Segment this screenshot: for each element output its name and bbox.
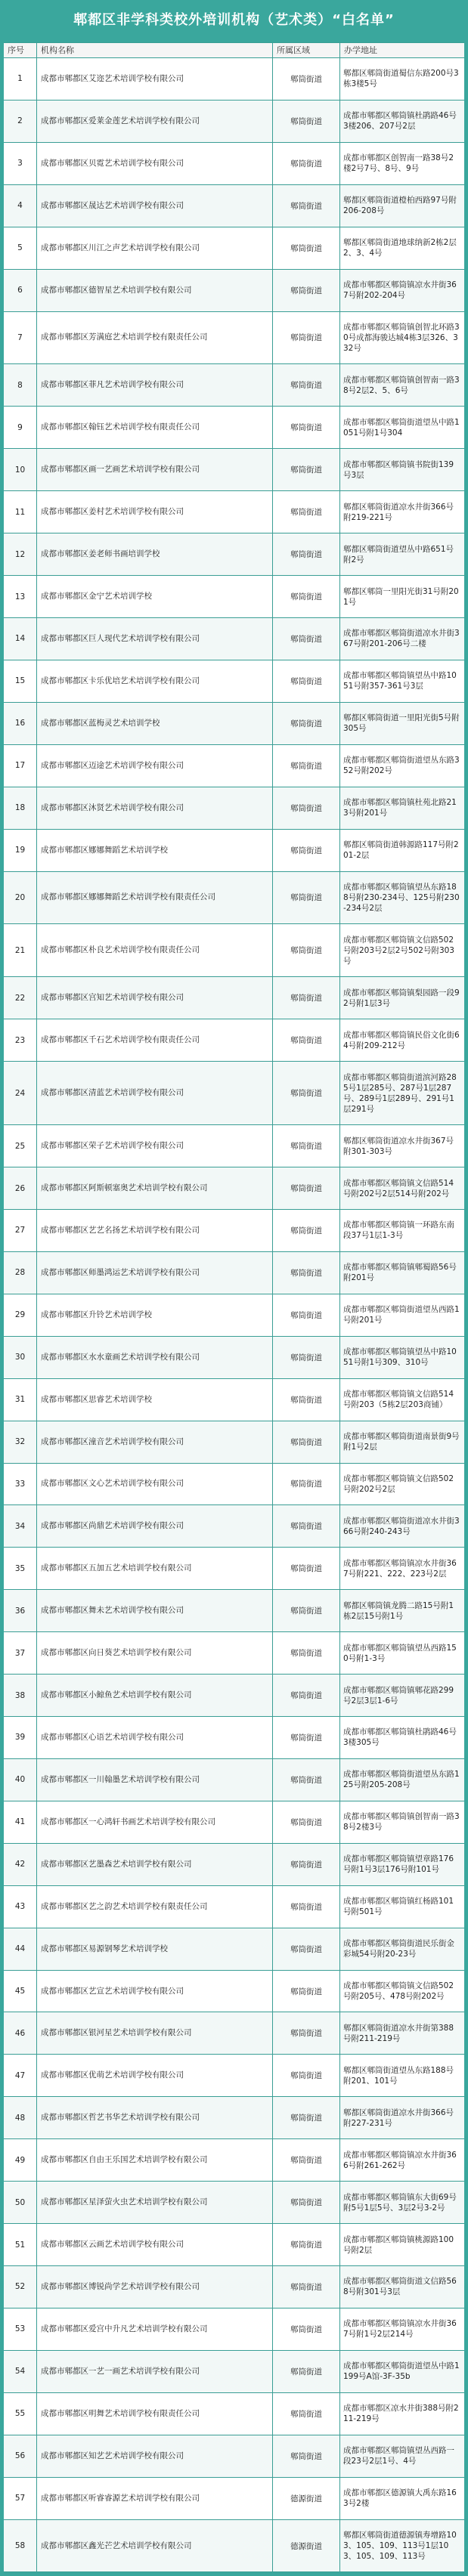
row-number: 9 (4, 407, 37, 448)
address: 郫都区郫筒街道韩源路117号附201-2层 (343, 840, 459, 861)
table-row (4, 270, 464, 312)
institution-name: 成都市郫都区博锐尚学艺术培训学校有限公司 (37, 2266, 273, 2308)
address: 成都市郫都区郫筒镇文信路514号附203（5栋2层203商铺） (343, 1390, 454, 1410)
row-number: 17 (4, 745, 37, 787)
district: 郫筒街道 (273, 364, 340, 406)
header-number: 序号 (4, 43, 37, 57)
institution-name: 成都市郫都区宫知艺术培训学校有限公司 (37, 977, 273, 1019)
row-number: 41 (4, 1801, 37, 1843)
address: 成都市郫都区郫筒街道望丛西路1号附201号 (343, 1305, 460, 1325)
address: 成都市郫都区郫筒街道望丛东路352号附202号 (343, 756, 460, 776)
institution-name: 成都市郫都区小鲸鱼艺术培训学校有限公司 (37, 1675, 273, 1716)
row-number: 16 (4, 703, 37, 744)
institution-name: 成都市郫都区迈途艺术培训学校有限公司 (37, 745, 273, 787)
table-row (4, 2393, 464, 2435)
table-row (4, 312, 464, 365)
address: 成都市郫都区郫筒街道望丛中路1051号附1号304 (343, 417, 460, 438)
district: 德源街道 (273, 2478, 340, 2519)
district: 郫筒街道 (273, 1337, 340, 1378)
table-row (4, 745, 464, 787)
institution-name: 成都市郫都区星泽萤火虫艺术培训学校有限公司 (37, 2182, 273, 2223)
row-number: 42 (4, 1844, 37, 1885)
row-number: 6 (4, 270, 37, 311)
table-row (4, 618, 464, 660)
address: 成都市郫都区郫筒镇书院街139号3层 (340, 449, 464, 490)
row-number: 56 (4, 2435, 37, 2477)
table-row (4, 576, 464, 618)
address: 郫都区郫筒街道蜀信东路200号3栋3楼5号 (343, 69, 459, 89)
row-number: 23 (4, 1019, 37, 1061)
table-row (4, 2478, 464, 2520)
district: 郫筒街道 (273, 1928, 340, 1970)
institution-name: 成都市郫都区阿斯顿塞奥艺术培训学校有限公司 (37, 1167, 273, 1209)
table-row (4, 2266, 464, 2309)
institution-name: 成都市郫都区自由王乐国艺术培训学校有限公司 (37, 2139, 273, 2181)
address: 成都市郫都区郫筒镇一环路东南段37号1层1-3号 (343, 1220, 454, 1241)
table-row (4, 491, 464, 533)
district: 郫筒街道 (273, 1464, 340, 1505)
address: 成都市郫都区郫筒镇杜鹃路46号3楼305号 (343, 1727, 457, 1748)
district: 郫筒街道 (273, 977, 340, 1019)
table-row (4, 977, 464, 1019)
address: 成都市郫都区郫筒街道望丛中路1199号A馆-3F-35b (340, 2351, 464, 2392)
district: 郫筒街道 (273, 830, 340, 871)
address: 郫都区郫筒街道橙柏西路97号附206-208号 (340, 185, 464, 227)
row-number: 52 (4, 2266, 37, 2308)
address: 成都市郫都区郫筒镇文信路502号附202号2层 (343, 1474, 454, 1494)
row-number: 8 (4, 364, 37, 406)
institution-name: 成都市郫都区升铃艺术培训学校 (37, 1294, 273, 1336)
address: 成都市郫都区郫筒街道滨河路285号1层285号、287号1层287号、289号1层289号、291号1层291号 (340, 1062, 464, 1124)
address: 郫都区郫筒街道凉水井街第388号附211-219号 (340, 2012, 464, 2054)
district: 郫筒街道 (273, 491, 340, 533)
address: 成都市郫都区郫筒镇创智北环路30号成都海骏达城4栋3层326、332号 (343, 322, 460, 353)
row-number: 53 (4, 2309, 37, 2350)
district: 郫筒街道 (273, 312, 340, 364)
address: 成都市郫都区郫筒镇文信路502号附203号2层2号502号附303号 (343, 935, 454, 966)
district: 郫筒街道 (273, 270, 340, 311)
header-address: 办学地址 (340, 43, 464, 57)
address: 成都市郫都区德源镇大禹东路163号2楼 (343, 2488, 457, 2509)
table-row (4, 2012, 464, 2055)
table-row (4, 2055, 464, 2097)
row-number: 10 (4, 449, 37, 490)
table-body (4, 58, 464, 2572)
table-row (4, 1210, 464, 1252)
institution-name: 成都市郫都区沐贤艺术培训学校有限公司 (37, 787, 273, 829)
institution-name: 成都市郫都区卡乐优培艺术培训学校有限公司 (37, 660, 273, 702)
row-number: 13 (4, 576, 37, 617)
address: 成都市郫都区郫筒街道望丛东路125号附205-208号 (340, 1759, 464, 1801)
institution-name: 成都市郫都区明舞艺术培训学校有限责任公司 (37, 2393, 273, 2435)
row-number: 12 (4, 533, 37, 575)
district: 郫筒街道 (273, 1167, 340, 1209)
district: 郫筒街道 (273, 1801, 340, 1843)
district: 郫筒街道 (273, 1675, 340, 1716)
district: 郫筒街道 (273, 101, 340, 142)
institution-name: 成都市郫都区荣子艺术培训学校有限公司 (37, 1125, 273, 1167)
address: 成都市郫都区郫筒镇桃源路100号附2层 (343, 2234, 454, 2255)
row-number: 38 (4, 1675, 37, 1716)
table-row (4, 1759, 464, 1801)
table-row (4, 660, 464, 703)
address: 成都市郫都区郫筒街道文信路568号附301号3层 (340, 2266, 464, 2308)
table-row (4, 1675, 464, 1717)
row-number: 43 (4, 1886, 37, 1928)
district: 郫筒街道 (273, 1886, 340, 1928)
table-row (4, 185, 464, 227)
institution-name: 成都市郫都区艺宣艺术培训学校有限公司 (37, 1971, 273, 2012)
institution-name: 成都市郫都区芳满庭艺术培训学校有限责任公司 (37, 312, 273, 364)
address: 成都市郫都区郫筒镇望丛东路188号附230-234号、125号附230-234号2层 (340, 872, 464, 924)
row-number: 5 (4, 227, 37, 269)
institution-name: 成都市郫都区贝霓艺术培训学校有限公司 (37, 143, 273, 184)
table-row (4, 1379, 464, 1421)
table-row (4, 2520, 464, 2573)
district: 郫筒街道 (273, 1062, 340, 1124)
institution-name: 成都市郫都区思睿艺术培训学校 (37, 1379, 273, 1421)
table-row (4, 143, 464, 185)
institution-name: 成都市郫都区文心艺术培训学校有限公司 (37, 1464, 273, 1505)
district: 郫筒街道 (273, 1717, 340, 1758)
address: 成都市郫都区郫筒镇创智南一路38号2层2、5、6号 (340, 364, 464, 406)
table-row (4, 1062, 464, 1125)
district: 郫筒街道 (273, 2393, 340, 2435)
district: 郫筒街道 (273, 449, 340, 490)
district: 郫筒街道 (273, 1844, 340, 1885)
address: 成都市郫都区创智南一路38号2楼2号7号、8号、9号 (343, 153, 454, 174)
address: 成都市郫都区郫筒镇红杨路101号附501号 (343, 1897, 454, 1917)
table-row (4, 227, 464, 270)
district: 郫筒街道 (273, 1294, 340, 1336)
institution-name: 成都市郫都区哲艺书华艺术培训学校有限公司 (37, 2097, 273, 2138)
institution-name: 成都市郫都区巨人现代艺术培训学校有限公司 (37, 618, 273, 660)
address: 成都市郫都区郫筒镇凉水井街367号附1号2层214号 (343, 2319, 457, 2339)
district: 郫筒街道 (273, 1632, 340, 1674)
table-row (4, 2309, 464, 2351)
district: 郫筒街道 (273, 2309, 340, 2350)
table-row (4, 703, 464, 745)
table-row (4, 1844, 464, 1886)
district: 德源街道 (273, 2520, 340, 2572)
table-row (4, 1421, 464, 1464)
institution-name: 成都市郫都区潼音艺术培训学校有限公司 (37, 1421, 273, 1463)
district: 郫筒街道 (273, 1019, 340, 1061)
table-row (4, 1632, 464, 1675)
district: 郫筒街道 (273, 185, 340, 227)
table-row (4, 1252, 464, 1294)
address: 成都市郫都区郫筒街道凉水井街367号附201-206号二楼 (340, 618, 464, 660)
row-number: 35 (4, 1548, 37, 1589)
table-row (4, 2351, 464, 2393)
row-number: 24 (4, 1062, 37, 1124)
table-row (4, 364, 464, 407)
institution-name: 成都市郫都区画一艺画艺术培训学校有限公司 (37, 449, 273, 490)
table-row (4, 2097, 464, 2139)
district: 郫筒街道 (273, 2097, 340, 2138)
address: 成都市郫都区凉水井街388号附211-219号 (343, 2404, 459, 2424)
district: 郫筒街道 (273, 2139, 340, 2181)
table-row (4, 1464, 464, 1506)
address: 成都市郫都区郫筒镇东大街69号附5号1层5号、3层2号3-2号 (340, 2182, 464, 2223)
institution-name: 成都市郫都区娜娜舞蹈艺术培训学校 (37, 830, 273, 871)
address: 郫都区郫筒街道凉水井街367号附301-303号 (343, 1136, 454, 1156)
table-row (4, 1717, 464, 1759)
district: 郫筒街道 (273, 2266, 340, 2308)
row-number: 48 (4, 2097, 37, 2138)
district: 郫筒街道 (273, 1210, 340, 1251)
row-number: 19 (4, 830, 37, 871)
row-number: 3 (4, 143, 37, 184)
district: 郫筒街道 (273, 703, 340, 744)
row-number: 26 (4, 1167, 37, 1209)
address: 成都市郫都区郫筒镇文信路502号附205号、478号附202号 (343, 1981, 454, 2002)
row-number: 57 (4, 2478, 37, 2519)
address: 成都市郫都区郫筒镇望丛中路1051号附357-361号3层 (343, 671, 457, 691)
row-number: 37 (4, 1632, 37, 1674)
district: 郫筒街道 (273, 1548, 340, 1589)
institution-name: 成都市郫都区听睿睿源艺术培训学校有限公司 (37, 2478, 273, 2519)
address: 郫都区郫筒街道一里阳光街5号附305号 (340, 703, 464, 744)
row-number: 22 (4, 977, 37, 1019)
institution-name: 成都市郫都区心语艺术培训学校有限公司 (37, 1717, 273, 1758)
row-number: 15 (4, 660, 37, 702)
table-row (4, 1548, 464, 1590)
header-institution-name: 机构名称 (37, 43, 273, 57)
district: 郫筒街道 (273, 227, 340, 269)
institution-name: 成都市郫都区一川翰墨艺术培训学校有限公司 (37, 1759, 273, 1801)
institution-name: 成都市郫都区晟达艺术培训学校有限公司 (37, 185, 273, 227)
institution-name: 成都市郫都区舞未艺术培训学校有限公司 (37, 1590, 273, 1631)
address: 郫都区郫筒街道地球纳新2栋2层2、3、4号 (343, 238, 457, 258)
address: 成都市郫都区郫筒镇凉水井街367号附221、222、223号2层 (343, 1558, 457, 1579)
address: 郫都区郫筒街道望丛中路651号附2号 (340, 533, 464, 575)
institution-name: 成都市郫都区一艺一画艺术培训学校有限公司 (37, 2351, 273, 2392)
district: 郫筒街道 (273, 533, 340, 575)
table-row (4, 1590, 464, 1632)
institution-name: 成都市郫都区爱宫中升凡艺术培训学校有限公司 (37, 2309, 273, 2350)
district: 郫筒街道 (273, 2055, 340, 2096)
row-number: 49 (4, 2139, 37, 2181)
table-row (4, 830, 464, 872)
row-number: 55 (4, 2393, 37, 2435)
table-row (4, 1337, 464, 1379)
table-row (4, 1505, 464, 1548)
district: 郫筒街道 (273, 1590, 340, 1631)
institution-name: 成都市郫都区五加五艺术培训学校有限公司 (37, 1548, 273, 1589)
address: 成都市郫都区郫筒镇民俗文化街64号附209-212号 (343, 1030, 460, 1050)
address: 郫都区郫筒镇龙腾二路15号附1栋2层15号附1号 (340, 1590, 464, 1631)
institution-name: 成都市郫都区鑫光芒艺术培训学校有限公司 (37, 2520, 273, 2572)
district: 郫筒街道 (273, 745, 340, 787)
institution-name: 成都市郫都区艺墨森艺术培训学校有限公司 (37, 1844, 273, 1885)
district: 郫筒街道 (273, 1252, 340, 1294)
institution-name: 成都市郫都区向日葵艺术培训学校有限公司 (37, 1632, 273, 1674)
table-row (4, 1801, 464, 1844)
institution-name: 成都市郫都区尚鼎艺术培训学校有限公司 (37, 1505, 273, 1547)
institution-name: 成都市郫都区银河星艺术培训学校有限公司 (37, 2012, 273, 2054)
institution-name: 成都市郫都区艺艺名扬艺术培训学校有限公司 (37, 1210, 273, 1251)
institution-name: 成都市郫都区德智星艺术培训学校有限公司 (37, 270, 273, 311)
row-number: 2 (4, 101, 37, 142)
address: 成都市郫都区郫筒镇望丛西路150号附1-3号 (343, 1643, 457, 1663)
table-header (4, 43, 464, 58)
address: 成都市郫都区郫筒街道南景街9号附1号2层 (340, 1421, 464, 1463)
row-number: 20 (4, 872, 37, 924)
table-row (4, 924, 464, 977)
institution-name: 成都市郫都区易源钢琴艺术培训学校 (37, 1928, 273, 1970)
institution-name: 成都市郫都区姜村艺术培训学校有限公司 (37, 491, 273, 533)
district: 郫筒街道 (273, 2224, 340, 2265)
institution-name: 成都市郫都区菲凡艺术培训学校有限公司 (37, 364, 273, 406)
row-number: 4 (4, 185, 37, 227)
row-number: 31 (4, 1379, 37, 1421)
row-number: 36 (4, 1590, 37, 1631)
district: 郫筒街道 (273, 618, 340, 660)
address: 郫都区郫筒街道凉水井街366号附227-231号 (340, 2097, 464, 2138)
address: 成都市郫都区郫筒镇梨园路一段92号附1层3号 (340, 977, 464, 1019)
row-number: 1 (4, 58, 37, 100)
institution-name: 成都市郫都区金宁艺术培训学校 (37, 576, 273, 617)
address: 郫都区郫筒街道望丛东路188号附201、101号 (343, 2065, 454, 2086)
row-number: 25 (4, 1125, 37, 1167)
row-number: 51 (4, 2224, 37, 2265)
row-number: 58 (4, 2520, 37, 2572)
table-row (4, 1971, 464, 2013)
table-row (4, 1886, 464, 1928)
row-number: 21 (4, 924, 37, 976)
row-number: 28 (4, 1252, 37, 1294)
table-row (4, 2182, 464, 2224)
table-row (4, 1167, 464, 1210)
institution-name: 成都市郫都区娜娜舞蹈艺术培训学校有限责任公司 (37, 872, 273, 924)
institution-name: 成都市郫都区姜老师书画培训学校 (37, 533, 273, 575)
district: 郫筒街道 (273, 58, 340, 100)
institution-name: 成都市郫都区知艺艺术培训学校有限公司 (37, 2435, 273, 2477)
row-number: 29 (4, 1294, 37, 1336)
address: 成都市郫都区郫筒街道民乐街金彩城54号附20-23号 (340, 1928, 464, 1970)
row-number: 7 (4, 312, 37, 364)
row-number: 18 (4, 787, 37, 829)
row-number: 40 (4, 1759, 37, 1801)
address: 成都市郫都区郫筒镇郫蜀路56号附201号 (340, 1252, 464, 1294)
address: 成都市郫都区郫筒镇文信路514号附202号2层514号附202号 (340, 1167, 464, 1209)
institution-name: 成都市郫都区优萌艺术培训学校有限公司 (37, 2055, 273, 2096)
row-number: 46 (4, 2012, 37, 2054)
table-row (4, 101, 464, 143)
row-number: 44 (4, 1928, 37, 1970)
district: 郫筒街道 (273, 787, 340, 829)
institution-name: 成都市郫都区翰钰艺术培训学校有限责任公司 (37, 407, 273, 448)
table-row (4, 2435, 464, 2478)
address: 成都市郫都区郫筒镇杜苑北路213号附201号 (340, 787, 464, 829)
row-number: 34 (4, 1505, 37, 1547)
row-number: 45 (4, 1971, 37, 2012)
row-number: 32 (4, 1421, 37, 1463)
row-number: 14 (4, 618, 37, 660)
row-number: 33 (4, 1464, 37, 1505)
institution-name: 成都市郫都区一心鸿轩书画艺术培训学校有限公司 (37, 1801, 273, 1843)
table-row (4, 872, 464, 925)
district: 郫筒街道 (273, 407, 340, 448)
institution-name: 成都市郫都区水水童画艺术培训学校有限公司 (37, 1337, 273, 1378)
institution-name: 成都市郫都区千石艺术培训学校有限责任公司 (37, 1019, 273, 1061)
table-row (4, 2224, 464, 2266)
row-number: 30 (4, 1337, 37, 1378)
institution-name: 成都市郫都区朴良艺术培训学校有限责任公司 (37, 924, 273, 976)
institution-name: 成都市郫都区师墨鸿运艺术培训学校有限公司 (37, 1252, 273, 1294)
district: 郫筒街道 (273, 2182, 340, 2223)
row-number: 47 (4, 2055, 37, 2096)
district: 郫筒街道 (273, 1971, 340, 2012)
address: 郫都区郫筒街道凉水井街366号附219-221号 (343, 502, 454, 522)
institution-name: 成都市郫都区清蓝艺术培训学校有限公司 (37, 1062, 273, 1124)
institution-name: 成都市郫都区艺之韵艺术培训学校有限责任公司 (37, 1886, 273, 1928)
address: 成都市郫都区郫筒镇凉水井街367号附202-204号 (340, 270, 464, 311)
page-title: 郫都区非学科类校外培训机构（艺术类）“白名单” (73, 12, 395, 28)
address: 成都市郫都区郫筒镇望章路176号附1号3层176号附101号 (340, 1844, 464, 1885)
institution-name: 成都市郫都区蓝梅灵艺术培训学校 (37, 703, 273, 744)
table-row (4, 533, 464, 576)
address: 成都市郫都区郫筒镇望丛中路1051号附1号309、310号 (340, 1337, 464, 1378)
district: 郫筒街道 (273, 1421, 340, 1463)
address: 成都市郫都区郫筒镇创智南一路38号2楼3号 (343, 1812, 460, 1832)
district: 郫筒街道 (273, 1759, 340, 1801)
institution-name: 成都市郫都区云画艺术培训学校有限公司 (37, 2224, 273, 2265)
address: 成都市郫都区郫筒镇凉水井街366号附261-262号 (343, 2150, 457, 2170)
district: 郫筒街道 (273, 2351, 340, 2392)
table-row (4, 1928, 464, 1971)
row-number: 50 (4, 2182, 37, 2223)
table-row (4, 449, 464, 491)
address: 郫都区郫筒街道德源镇寿增路103、105、109、113号1层103、105、109、113号 (340, 2520, 464, 2572)
district: 郫筒街道 (273, 143, 340, 184)
table-row (4, 407, 464, 449)
district: 郫筒街道 (273, 2012, 340, 2054)
district: 郫筒街道 (273, 1125, 340, 1167)
district: 郫筒街道 (273, 872, 340, 924)
header-district: 所属区域 (273, 43, 340, 57)
address: 成都市郫都区郫筒镇杜鹃路46号3楼206、207号2层 (340, 101, 464, 142)
table-row (4, 58, 464, 101)
district: 郫筒街道 (273, 2435, 340, 2477)
table-row (4, 1019, 464, 1062)
whitelist-table (4, 42, 464, 2572)
table-row (4, 1125, 464, 1167)
district: 郫筒街道 (273, 1505, 340, 1547)
institution-name: 成都市郫都区爱莱金莲艺术培训学校有限公司 (37, 101, 273, 142)
row-number: 11 (4, 491, 37, 533)
address: 成都市郫都区郫筒镇望丛西路一段23号2层1号、4号 (340, 2435, 464, 2477)
district: 郫筒街道 (273, 576, 340, 617)
address: 成都市郫都区郫筒镇郫花路299号2层3层1-6号 (340, 1675, 464, 1716)
district: 郫筒街道 (273, 924, 340, 976)
address: 成都市郫都区郫筒街道凉水井街366号附240-243号 (340, 1505, 464, 1547)
row-number: 27 (4, 1210, 37, 1251)
table-row (4, 1294, 464, 1337)
district: 郫筒街道 (273, 1379, 340, 1421)
address: 郫都区郫筒一里阳光街31号附201号 (343, 586, 459, 607)
district: 郫筒街道 (273, 660, 340, 702)
row-number: 39 (4, 1717, 37, 1758)
table-row (4, 787, 464, 830)
institution-name: 成都市郫都区川江之声艺术培训学校有限公司 (37, 227, 273, 269)
table-row (4, 2139, 464, 2182)
institution-name: 成都市郫都区艾迩艺术培训学校有限公司 (37, 58, 273, 100)
row-number: 54 (4, 2351, 37, 2392)
